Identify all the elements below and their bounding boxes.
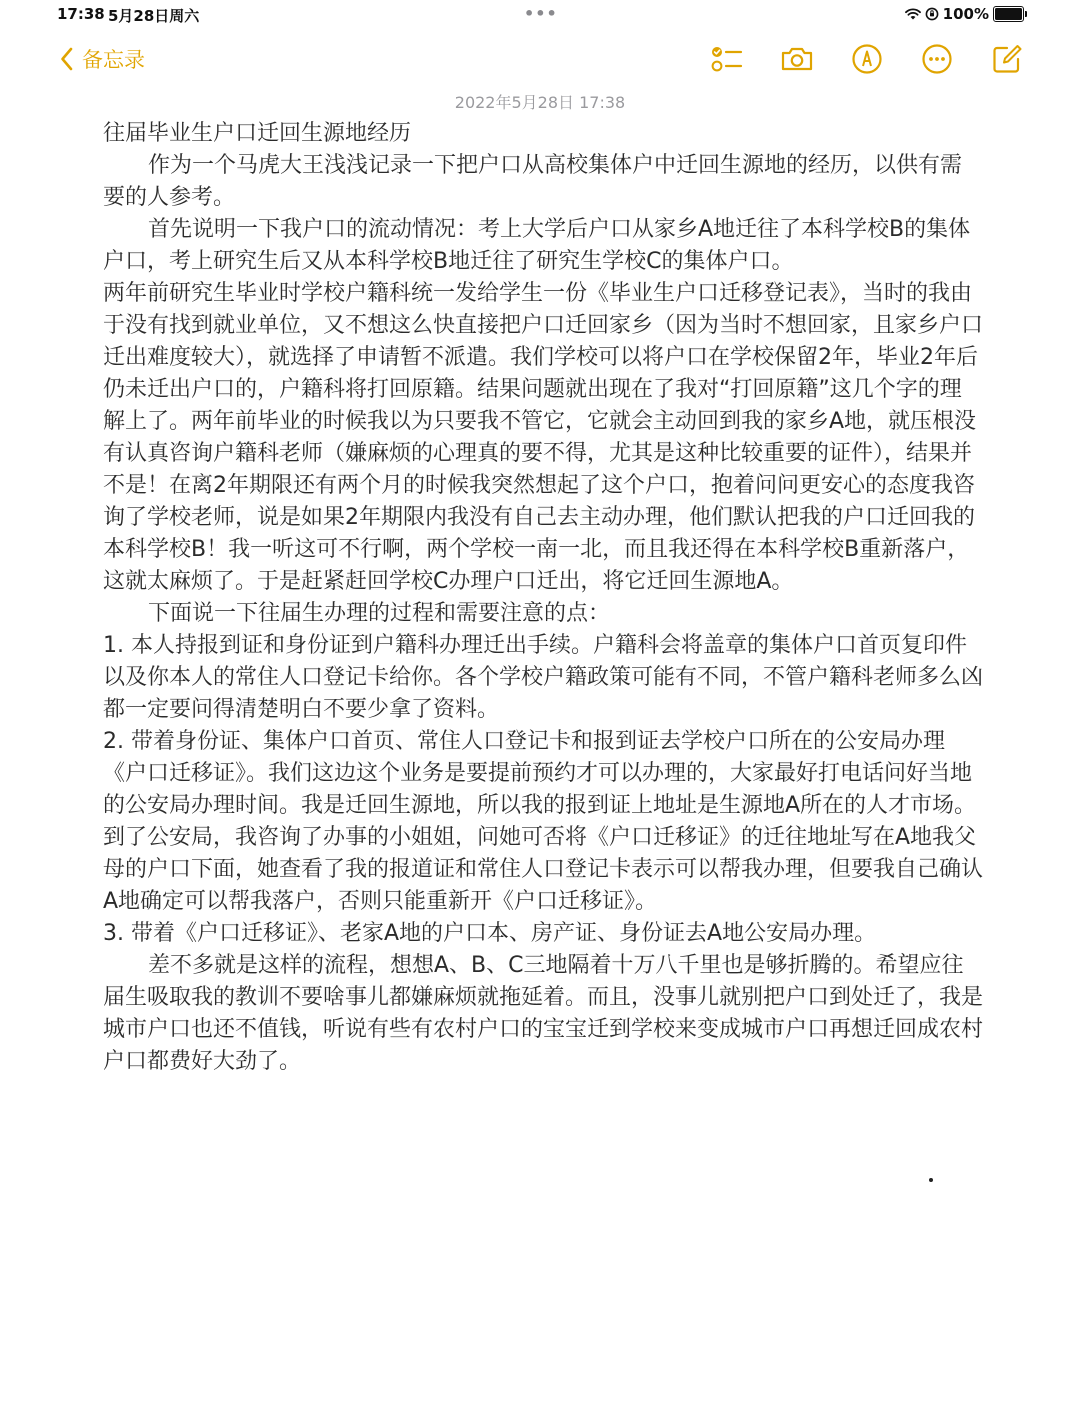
note-toolbar bbox=[710, 42, 1024, 76]
cursor-dot bbox=[929, 1178, 933, 1182]
note-list-item: 1. 本人持报到证和身份证到户籍科办理迁出手续。户籍科会将盖章的集体户口首页复印件以及你本人的常住人口登记卡给你。各个学校户籍政策可能有不同，不管户籍科老师多么凶都一定要问得清楚明白不要少拿了资料。 bbox=[103, 633, 984, 722]
status-bar bbox=[0, 0, 1080, 30]
more-icon bbox=[921, 43, 953, 75]
compose-icon bbox=[991, 43, 1023, 75]
note-paragraph: 两年前研究生毕业时学校户籍科统一发给学生一份《毕业生户口迁移登记表》，当时的我由于没有找到就业单位，又不想这么快直接把户口迁回家乡（因为当时不想回家，且家乡户口迁出难度较大），就选择了申请暂不派遣。我们学校可以将户口在学校保留2年，毕业2年后仍未迁出户口的，户籍科将打回原籍。结果问题就出现在了我对“打回原籍”这几个字的理解上了。两年前毕业的时候我以为只要我不管它，它就会主动回到我的家乡A地，就压根没有认真咨询户籍科老师（嫌麻烦的心理真的要不得，尤其是这种比较重要的证件），结果并不是！在离2年期限还有两个月的时候我突然想起了这个户口，抱着问问更安心的态度我咨询了学校老师，说是如果2年期限内我没有自己去主动办理，他们默认把我的户口迁回我的本科学校B！我一听这可不行啊，两个学校一南一北，而且我还得在本科学校B重新落户，这就太麻烦了。于是赶紧赶回学校C办理户口迁出，将它迁回生源地A。 bbox=[103, 281, 984, 594]
more-options-button[interactable] bbox=[920, 42, 954, 76]
note-paragraph: 作为一个马虎大王浅浅记录一下把户口从高校集体户中迁回生源地的经历，以供有需要的人参考。 bbox=[103, 153, 963, 210]
back-to-notes-button[interactable] bbox=[60, 44, 145, 74]
compose-button[interactable] bbox=[990, 42, 1024, 76]
note-title: 往届毕业生户口迁回生源地经历 bbox=[103, 121, 412, 146]
status-time: 17:38 bbox=[57, 5, 105, 23]
note-paragraph: 首先说明一下我户口的流动情况：考上大学后户口从家乡A地迁往了本科学校B的集体户口，考上研究生后又从本科学校B地迁往了研究生学校C的集体户口。 bbox=[103, 217, 971, 274]
chevron-left-icon bbox=[60, 47, 74, 71]
status-indicators bbox=[905, 5, 1024, 23]
camera-icon bbox=[780, 45, 814, 73]
battery-icon bbox=[993, 6, 1024, 22]
note-body[interactable] bbox=[103, 118, 983, 1078]
checklist-button[interactable] bbox=[710, 42, 744, 76]
status-date: 5月28日周六 bbox=[108, 7, 200, 25]
note-paragraph: 下面说一下往届生办理的过程和需要注意的点： bbox=[148, 601, 611, 626]
note-list-item: 2. 带着身份证、集体户口首页、常住人口登记卡和报到证去学校户口所在的公安局办理《户口迁移证》。我们这边这个业务是要提前预约才可以办理的，大家最好打电话问好当地的公安局办理时间。我是迁回生源地，所以我的报到证上地址是生源地A所在的人才市场。到了公安局，我咨询了办事的小姐姐，问她可否将《户口迁移证》的迁往地址写在A地我父母的户口下面，她查看了我的报道证和常住人口登记卡表示可以帮我办理，但要我自己确认A地确定可以帮我落户，否则只能重新开《户口迁移证》。 bbox=[103, 729, 984, 914]
wifi-icon bbox=[905, 8, 921, 20]
multitasking-dots[interactable]: ••• bbox=[524, 4, 558, 23]
note-list-item: 3. 带着《户口迁移证》、老家A地的户口本、房产证、身份证去A地公安局办理。 bbox=[103, 921, 877, 946]
markup-icon bbox=[851, 43, 883, 75]
markup-button[interactable] bbox=[850, 42, 884, 76]
note-timestamp: 2022年5月28日 17:38 bbox=[454, 93, 626, 112]
battery-percentage: 100% bbox=[942, 5, 989, 23]
checklist-icon bbox=[710, 44, 744, 74]
camera-button[interactable] bbox=[780, 42, 814, 76]
orientation-lock-icon bbox=[925, 7, 939, 21]
back-label: 备忘录 bbox=[82, 48, 145, 72]
note-paragraph: 差不多就是这样的流程，想想A、B、C三地隔着十万八千里也是够折腾的。希望应往届生吸取我的教训不要啥事儿都嫌麻烦就拖延着。而且，没事儿就别把户口到处迁了，我是城市户口也还不值钱，听说有些有农村户口的宝宝迁到学校来变成城市户口再想迁回成农村户口都费好大劲了。 bbox=[103, 953, 984, 1074]
